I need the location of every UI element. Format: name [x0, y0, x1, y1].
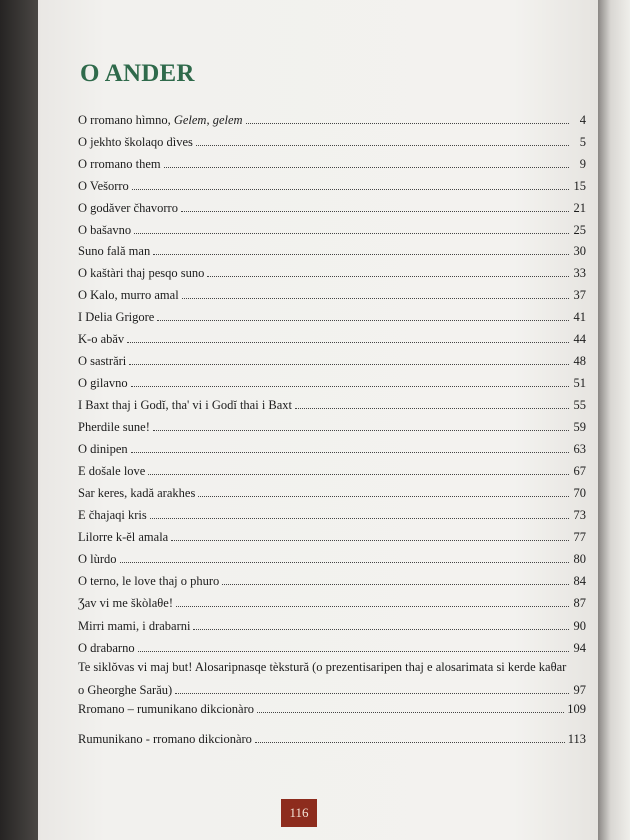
toc-entry-title: O Vešorro — [78, 179, 129, 193]
book-page — [38, 0, 598, 840]
toc-entry-title: O gilavno — [78, 376, 128, 390]
toc-entry — [78, 547, 586, 567]
toc-entry-title: O jekhto školaqo dìves — [78, 135, 193, 149]
toc-entry-title: K-o abăv — [78, 332, 125, 346]
toc-leader-dots — [222, 584, 569, 585]
toc-entry — [78, 349, 586, 369]
toc-entry-title: O lùrdo — [78, 552, 117, 566]
book-gutter-shadow — [0, 0, 38, 840]
toc-page-number: 70 — [573, 486, 586, 500]
toc-leader-dots — [150, 518, 569, 519]
toc-page-number: 37 — [573, 288, 586, 302]
toc-entry — [78, 636, 586, 656]
toc-entry-italic-title: Gelem, gelem — [173, 113, 243, 127]
toc-leader-dots — [198, 496, 569, 497]
toc-page-number: 109 — [567, 702, 586, 716]
toc-page-number: 59 — [573, 420, 586, 434]
toc-entry — [78, 283, 586, 303]
toc-entry — [78, 481, 586, 501]
toc-entry — [78, 727, 586, 747]
toc-entry — [78, 305, 586, 325]
toc-leader-dots — [193, 629, 569, 630]
toc-entry-title: Mirri mami, i drabarni — [78, 619, 191, 633]
toc-entry-title: E čhajaqi kris — [78, 508, 147, 522]
toc-entry-title: O drabarno — [78, 641, 135, 655]
toc-entry — [78, 459, 586, 479]
toc-entry-title: O godăver čhavorro — [78, 201, 178, 215]
toc-entry — [78, 614, 586, 634]
toc-entry — [78, 108, 586, 128]
toc-page-number: 41 — [573, 310, 586, 324]
page-title: O ANDER — [80, 60, 195, 87]
toc-entry — [78, 393, 586, 413]
toc-leader-dots — [295, 408, 569, 409]
toc-page-number: 84 — [573, 574, 586, 588]
toc-page-number: 97 — [573, 683, 586, 697]
toc-leader-dots — [257, 712, 564, 713]
toc-leader-dots — [246, 123, 569, 124]
toc-leader-dots — [196, 145, 569, 146]
toc-entry-title: O dinipen — [78, 442, 128, 456]
toc-page-number: 4 — [579, 113, 586, 127]
toc-entry — [78, 130, 586, 150]
toc-leader-dots — [153, 254, 569, 255]
toc-page-number: 80 — [573, 552, 586, 566]
toc-leader-dots — [120, 562, 569, 563]
toc-entry-title: Pherdile sune! — [78, 420, 150, 434]
toc-page-number: 113 — [567, 732, 586, 746]
toc-entry — [78, 327, 586, 347]
toc-page-number: 87 — [573, 596, 586, 610]
toc-page-number: 48 — [573, 354, 586, 368]
toc-entry-title: Sar keres, kadă arakhes — [78, 486, 196, 500]
toc-entry — [78, 261, 586, 281]
toc-entry-title: E došale love — [78, 464, 146, 478]
toc-entry — [78, 174, 586, 194]
toc-page-number: 9 — [579, 157, 586, 171]
toc-leader-dots — [134, 233, 569, 234]
toc-entry — [78, 415, 586, 435]
page-number-badge: 116 — [281, 799, 317, 827]
toc-entry-title-continued: o Gheorghe Sarău) — [78, 683, 173, 697]
facing-page-edge — [598, 0, 630, 840]
toc-leader-dots — [175, 693, 569, 694]
toc-leader-dots — [255, 742, 565, 743]
toc-entry — [78, 525, 586, 545]
toc-entry-title: O rromano them — [78, 157, 161, 171]
toc-entry — [78, 239, 586, 259]
toc-entry — [78, 569, 586, 589]
toc-page-number: 51 — [573, 376, 586, 390]
toc-entry-title: O terno, le love thaj o phuro — [78, 574, 220, 588]
toc-leader-dots — [182, 298, 569, 299]
toc-entry-title: O bašavno — [78, 223, 132, 237]
toc-entry-title: O kaštàri thaj pesqo suno — [78, 266, 205, 280]
toc-leader-dots — [127, 342, 569, 343]
toc-leader-dots — [176, 606, 569, 607]
toc-entry-title: O sastrări — [78, 354, 127, 368]
toc-leader-dots — [181, 211, 569, 212]
toc-entry-title: I Delia Grigore — [78, 310, 155, 324]
toc-entry-title: I Baxt thaj i Godĭ, tha' vi i Godĭ thai i Baxt — [78, 398, 293, 412]
toc-entry — [78, 697, 586, 717]
toc-entry — [78, 591, 586, 611]
toc-entry-title: Te siklŏvas vi maj but! Alosaripnasqe tèkstură (o prezentisaripen thaj e alosarimata si kerde kaθar — [78, 660, 567, 674]
toc-entry — [78, 371, 586, 391]
toc-leader-dots — [138, 651, 569, 652]
toc-page-number: 94 — [573, 641, 586, 655]
toc-page-number: 44 — [573, 332, 586, 346]
toc-entry — [78, 218, 586, 238]
toc-page-number: 55 — [573, 398, 586, 412]
toc-leader-dots — [131, 386, 569, 387]
toc-page-number: 21 — [573, 201, 586, 215]
toc-leader-dots — [129, 364, 569, 365]
toc-page-number: 25 — [573, 223, 586, 237]
toc-page-number: 33 — [573, 266, 586, 280]
toc-leader-dots — [153, 430, 569, 431]
toc-entry-title: Lilorre k-ĕl amala — [78, 530, 169, 544]
toc-leader-dots — [171, 540, 569, 541]
toc-leader-dots — [207, 276, 569, 277]
toc-leader-dots — [132, 189, 569, 190]
toc-entry-title: O Kalo, murro amal — [78, 288, 179, 302]
toc-leader-dots — [131, 452, 569, 453]
toc-entry — [78, 503, 586, 523]
toc-page-number: 15 — [573, 179, 586, 193]
toc-page-number: 67 — [573, 464, 586, 478]
toc-entry-title: Rromano – rumunikano dikcionàro — [78, 702, 255, 716]
toc-leader-dots — [157, 320, 569, 321]
toc-page-number: 5 — [579, 135, 586, 149]
toc-page-number: 77 — [573, 530, 586, 544]
toc-leader-dots — [164, 167, 569, 168]
toc-page-number: 63 — [573, 442, 586, 456]
toc-entry — [78, 152, 586, 172]
toc-page-number: 73 — [573, 508, 586, 522]
toc-entry — [78, 660, 586, 698]
toc-entry — [78, 196, 586, 216]
toc-page-number: 30 — [573, 244, 586, 258]
toc-page-number: 90 — [573, 619, 586, 633]
toc-entry-title: Ʒav vi me škòlaθe! — [78, 596, 173, 610]
toc-entry-title: Rumunikano - rromano dikcionàro — [78, 732, 252, 746]
toc-entry — [78, 437, 586, 457]
toc-entry-title: Suno fală man — [78, 244, 151, 258]
toc-leader-dots — [148, 474, 569, 475]
toc-entry-title: O rromano hìmno, Gelem, gelem — [78, 113, 243, 127]
